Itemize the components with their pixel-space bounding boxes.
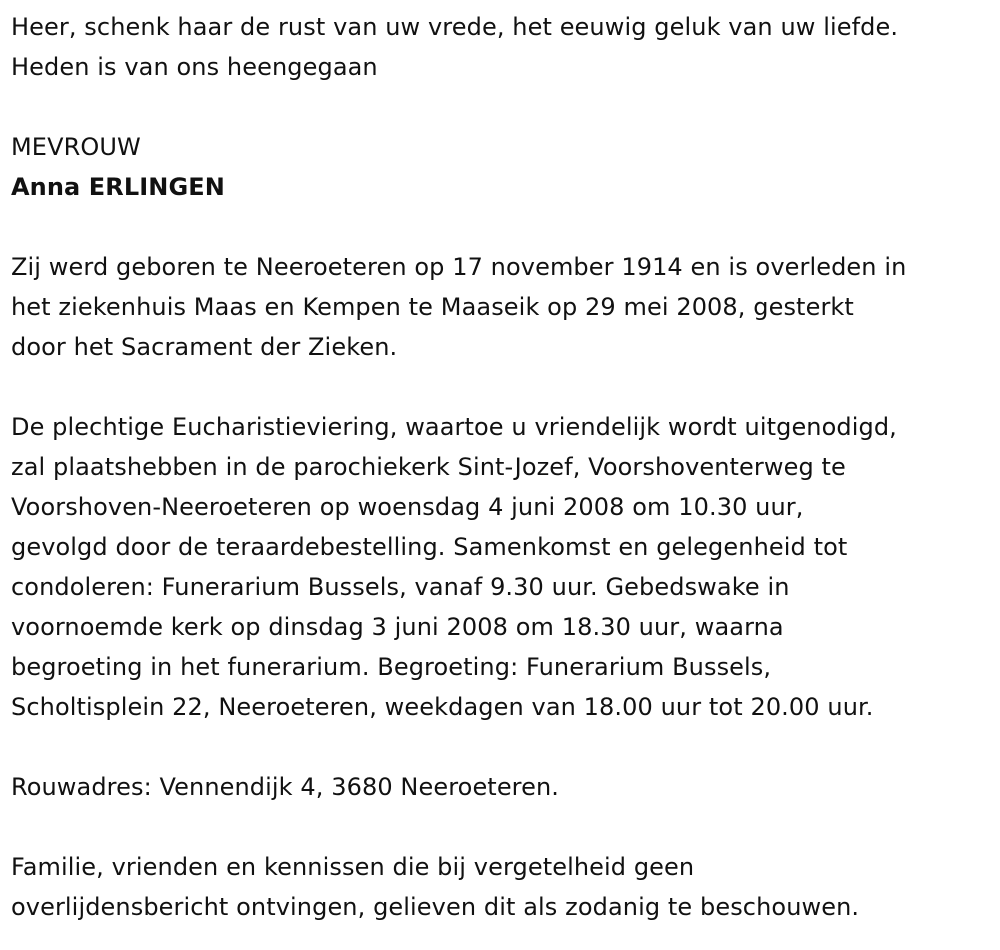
birth-death-line-3: door het Sacrament der Zieken.: [11, 333, 398, 361]
ceremony-line-2: zal plaatshebben in de parochiekerk Sint-Jozef, Voorshoventerweg te: [11, 453, 846, 481]
spacer: [11, 727, 996, 767]
birth-death-paragraph: [11, 247, 996, 367]
birth-death-line-1: Zij werd geboren te Neeroeteren op 17 november 1914 en is overleden in: [11, 253, 907, 281]
ceremony-paragraph: [11, 407, 996, 727]
spacer: [11, 207, 996, 247]
ceremony-line-1: De plechtige Eucharistieviering, waartoe u vriendelijk wordt uitgenodigd,: [11, 413, 897, 441]
spacer: [11, 87, 996, 127]
obituary-notice: [11, 7, 996, 927]
spacer: [11, 807, 996, 847]
ceremony-line-4: gevolgd door de teraardebestelling. Samenkomst en gelegenheid tot: [11, 533, 848, 561]
closing-paragraph: [11, 847, 996, 927]
spacer: [11, 367, 996, 407]
closing-line-2: overlijdensbericht ontvingen, gelieven dit als zodanig te beschouwen.: [11, 893, 860, 921]
mourning-address: Rouwadres: Vennendijk 4, 3680 Neeroeteren.: [11, 773, 560, 801]
ceremony-line-5: condoleren: Funerarium Bussels, vanaf 9.30 uur. Gebedswake in: [11, 573, 790, 601]
opening-line-2: Heden is van ons heengegaan: [11, 53, 378, 81]
birth-death-line-2: het ziekenhuis Maas en Kempen te Maaseik op 29 mei 2008, gesterkt: [11, 293, 854, 321]
closing-line-1: Familie, vrienden en kennissen die bij vergetelheid geen: [11, 853, 695, 881]
ceremony-line-3: Voorshoven-Neeroeteren op woensdag 4 juni 2008 om 10.30 uur,: [11, 493, 804, 521]
ceremony-line-8: Scholtisplein 22, Neeroeteren, weekdagen van 18.00 uur tot 20.00 uur.: [11, 693, 874, 721]
opening-line-1: Heer, schenk haar de rust van uw vrede, het eeuwig geluk van uw liefde.: [11, 13, 899, 41]
ceremony-line-6: voornoemde kerk op dinsdag 3 juni 2008 om 18.30 uur, waarna: [11, 613, 784, 641]
opening-section: [11, 7, 996, 87]
ceremony-line-7: begroeting in het funerarium. Begroeting: Funerarium Bussels,: [11, 653, 772, 681]
deceased-name: Anna ERLINGEN: [11, 173, 225, 201]
honorific-title: MEVROUW: [11, 133, 141, 161]
